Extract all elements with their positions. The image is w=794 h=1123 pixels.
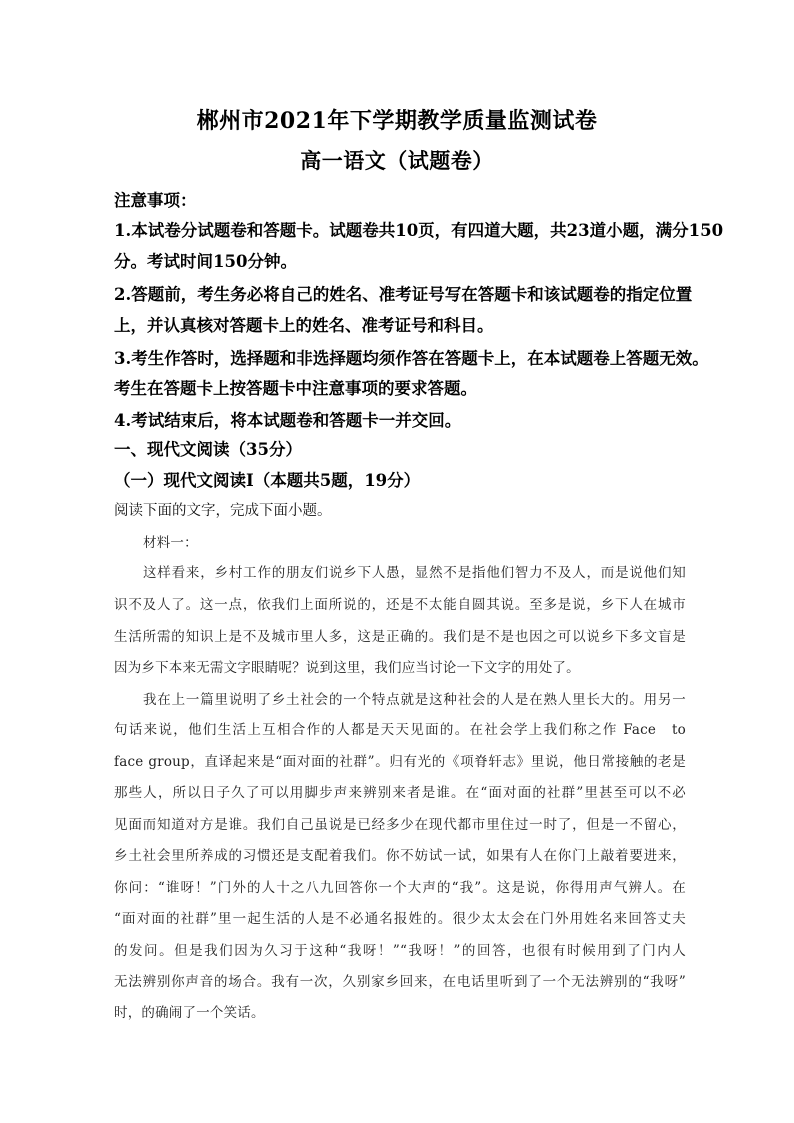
paragraph-line: 你问：“谁呀！”门外的人十之八九回答你一个大声的“我”。这是说，你得用声气辨人。在: [114, 880, 686, 896]
material-label: 材料一：: [143, 535, 198, 551]
exam-subtitle: 高一语文（试题卷）: [300, 148, 494, 173]
notice-heading: 注意事项：: [114, 191, 197, 210]
paragraph-line: 的发问。但是我们因为久习于这种“我呀！”“我呀！”的回答，也很有时候用到了门内人: [114, 943, 686, 959]
notice-line: 考生在答题卡上按答题卡中注意事项的要求答题。: [114, 379, 477, 398]
paragraph-line: “面对面的社群”里一起生活的人是不必通名报姓的。很少太太会在门外用姓名来回答丈夫: [114, 911, 686, 927]
paragraph-line: 那些人，所以日子久了可以用脚步声来辨别来者是谁。在“面对面的社群”里甚至可以不必: [114, 785, 686, 801]
paragraph-line: 无法辨别你声音的场合。我有一次，久别家乡回来，在电话里听到了一个无法辨别的“我呀”: [114, 974, 686, 990]
subsection-heading: （一）现代文阅读Ⅰ（本题共5题，19分）: [114, 471, 421, 490]
paragraph-line: 见面而知道对方是谁。我们自己虽说是已经多少在现代都市里住过一时了，但是一不留心，: [114, 817, 686, 833]
section-heading: 一、现代文阅读（35分）: [114, 440, 302, 459]
notice-line: 1.本试卷分试题卷和答题卡。试题卷共10页，有四道大题，共23道小题，满分150: [114, 221, 724, 240]
paragraph-line: 生活所需的知识上是不及城市里人多，这是正确的。我们是不是也因之可以说乡下多文盲是: [114, 629, 686, 645]
paragraph-line: 我在上一篇里说明了乡土社会的一个特点就是这种社会的人是在熟人里长大的。用另一: [143, 692, 686, 708]
paragraph-line: 乡土社会里所养成的习惯还是支配着我们。你不妨试一试，如果有人在你门上敲着要进来，: [114, 848, 686, 864]
paragraph-line: 句话来说，他们生活上互相合作的人都是天天见面的。在社会学上我们称之作 Face to: [114, 722, 686, 738]
paragraph-line: 时，的确闹了一个笑话。: [114, 1005, 265, 1021]
paragraph-line: 因为乡下本来无需文字眼睛呢？说到这里，我们应当讨论一下文字的用处了。: [114, 660, 580, 676]
notice-line: 上，并认真核对答题卡上的姓名、准考证号和科目。: [114, 316, 494, 335]
notice-line: 4.考试结束后，将本试题卷和答题卡一并交回。: [114, 411, 462, 430]
notice-line: 3.考生作答时，选择题和非选择题均须作答在答题卡上，在本试题卷上答题无效。: [114, 349, 709, 368]
exam-title: 郴州市2021年下学期教学质量监测试卷: [196, 108, 598, 134]
paragraph-line: face group，直译起来是“面对面的社群”。归有光的《项脊轩志》里说，他日常接触的老是: [114, 754, 686, 770]
paragraph-line: 识不及人了。这一点，依我们上面所说的，还是不太能自圆其说。至多是说，乡下人在城市: [114, 597, 686, 613]
paragraph-line: 这样看来，乡村工作的朋友们说乡下人愚，显然不是指他们智力不及人，而是说他们知: [143, 565, 686, 581]
notice-line: 分。考试时间150分钟。: [114, 252, 297, 271]
reading-instruction: 阅读下面的文字，完成下面小题。: [114, 503, 332, 519]
notice-line: 2.答题前，考生务必将自己的姓名、准考证号写在答题卡和该试题卷的指定位置: [114, 285, 693, 304]
